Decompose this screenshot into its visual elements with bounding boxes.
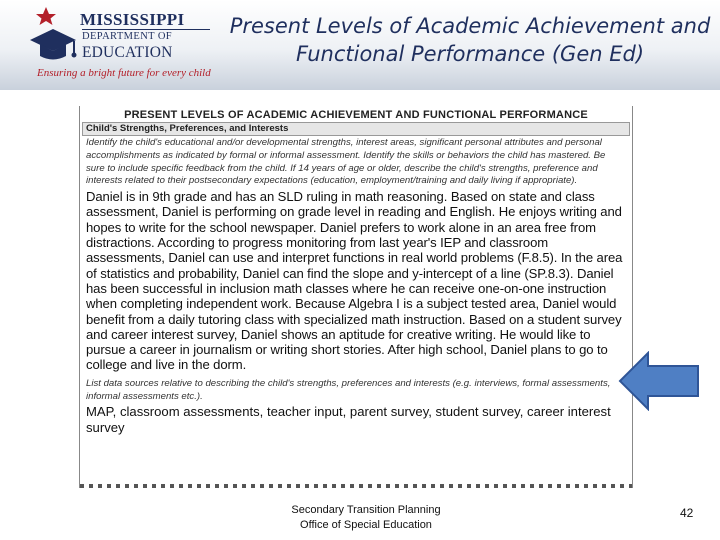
page-number: 42 (680, 506, 694, 520)
data-sources-instructions: List data sources relative to describing the child's strengths, preferences and interests (e.g. interviews, formal assessments, informal assessments etc.). (86, 377, 611, 402)
logo-divider (82, 29, 210, 30)
data-sources-text: MAP, classroom assessments, teacher input, parent survey, student survey, career interest survey (86, 404, 611, 435)
left-arrow-icon (618, 351, 700, 411)
present-levels-paragraph: Daniel is in 9th grade and has an SLD ruling in math reasoning. Based on state and class assessment, Daniel is performing on grade level in reading and English. He enjoys writing and hopes to write for the school newspaper. Daniel prefers to work alone in an area free from distractions. According to progress monitoring from last year's IEP and classroom assessments, Daniel can use and interpret functions in real world problems (F.8.5). In the area of statistics and probability, Daniel can find the slope and y-intercept of a line (SP.8.3). Daniel has been successful in inclusion math classes where he can receive one-on-one instruction when completing independent work. Because Algebra I is a subject tested area, Daniel would benefit from a daily tutoring class with specialized math instruction. Based on a student survey and career interest survey, Daniel shows an aptitude for creative writing. He would like to pursue a career in journalism or writing short stories. After high school, Daniel plans to go to college and live in the dorm. (86, 189, 623, 373)
footer-line-2: Office of Special Education (300, 519, 432, 531)
strengths-instructions: Identify the child's educational and/or developmental strengths, interest areas, significant personal attributes and personal accomplishments as indicated by formal or informal assessment. Identify the skills or behaviors the child has mastered. Be sure to include specific feedback from the child. If 14 years of age or older, describe the child's strengths, preference and interests related to their postsecondary expectations (education, employment/training and daily living if appropriate). (86, 137, 606, 187)
document-heading: PRESENT LEVELS OF ACADEMIC ACHIEVEMENT AND FUNCTIONAL PERFORMANCE (124, 109, 588, 121)
logo-name-department: DEPARTMENT OF (82, 31, 173, 42)
logo-name-education: EDUCATION (82, 44, 173, 61)
section-label: Child's Strengths, Preferences, and Interests (82, 122, 630, 136)
graduation-cap-icon (26, 4, 80, 64)
document-excerpt (79, 106, 633, 488)
logo-tagline: Ensuring a bright future for every child (37, 67, 211, 79)
footer-line-1: Secondary Transition Planning (291, 504, 441, 516)
document-cutoff-line (80, 484, 632, 488)
logo-name-mississippi: MISSISSIPPI (80, 10, 185, 29)
slide-footer (242, 503, 490, 533)
mde-logo (26, 4, 216, 86)
document-body (80, 137, 632, 435)
slide-title: Present Levels of Academic Achievement and Functional Performance (Gen Ed) (229, 14, 711, 66)
